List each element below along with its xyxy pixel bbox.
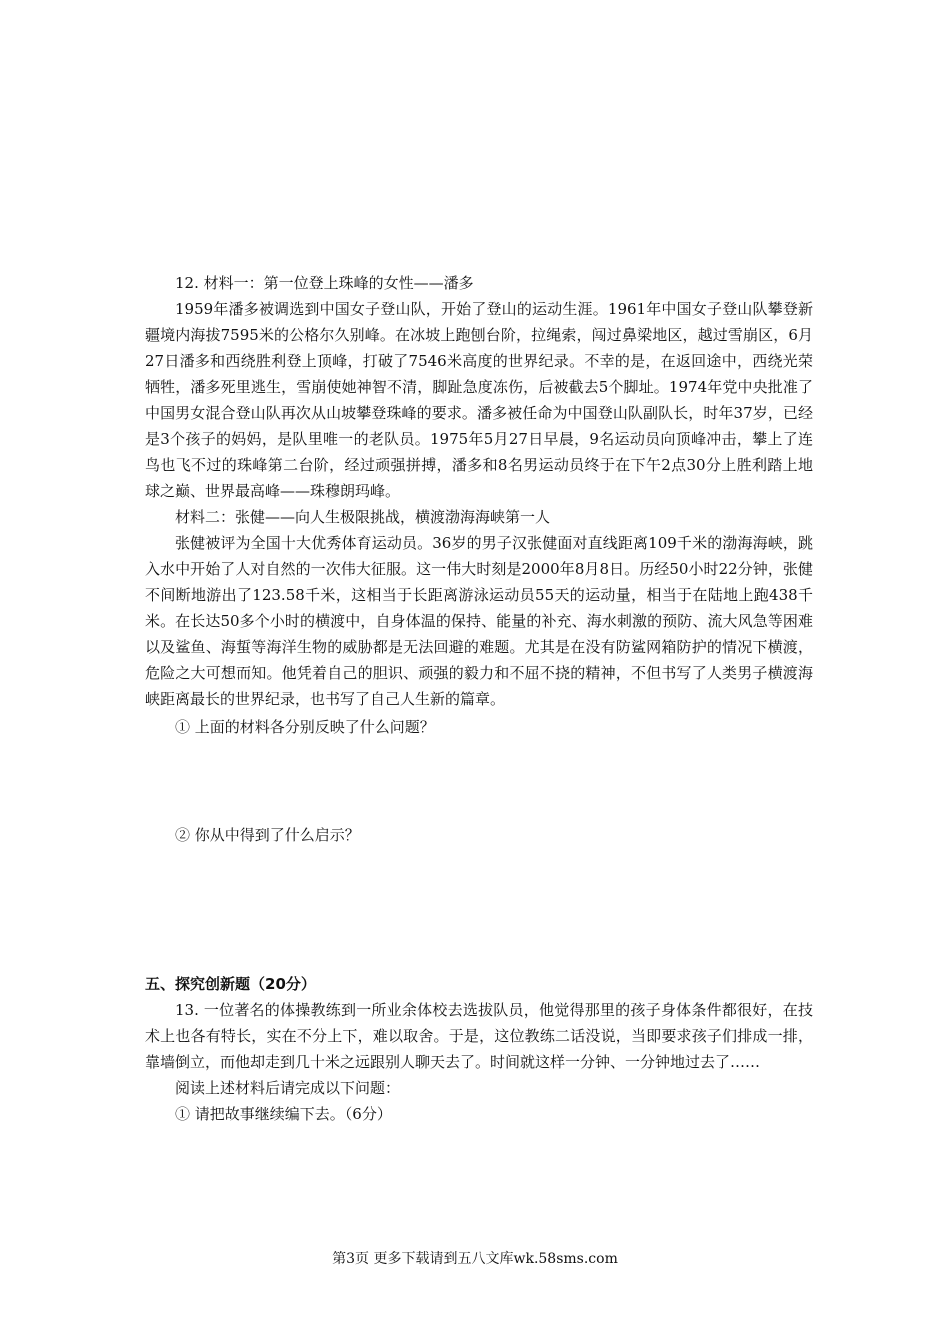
reading-instruction: 阅读上述材料后请完成以下问题：: [175, 1079, 401, 1097]
material-one-text: 1959年潘多被调选到中国女子登山队，开始了登山的运动生涯。1961年中国女子登山队攀登新疆境内海拔7595米的公格尔久别峰。在冰坡上跑刨台阶，拉绳索，闯过鼻梁地区，越过雪崩区，6月27日潘多和西绕胜利登上顶峰，打破了7546米高度的世界纪录。不幸的是，在返回途中，西绕光荣牺牲，潘多死里逃生，雪崩使她神智不清，脚趾急度冻伤，后被截去5个脚址。1974年党中央批准了中国男女混合登山队再次从山坡攀登珠峰的要求。潘多被任命为中国登山队副队长，时年37岁，已经是3个孩子的妈妈，是队里唯一的老队员。1975年5月27日早晨，9名运动员向顶峰冲击，攀上了连鸟也飞不过的珠峰第二台阶，经过顽强拼搏，潘多和8名男运动员终于在下午2点30分上胜利踏上地球之巅、世界最高峰——珠穆朗玛峰。: [145, 300, 813, 500]
question-13-text: 13. 一位著名的体操教练到一所业余体校去选拔队员，他觉得那里的孩子身体条件都很好，在技术上也各有特长，实在不分上下，难以取舍。于是，这位教练二话没说，当即要求孩子们排成一排，靠墙倒立，而他却走到几十米之远跟别人聊天去了。时间就这样一分钟、一分钟地过去了……: [145, 1001, 813, 1071]
question-12-part-1: ① 上面的材料各分别反映了什么问题？: [175, 718, 435, 736]
question-12-part-2: ② 你从中得到了什么启示？: [175, 826, 360, 844]
answer-space-1: [145, 740, 813, 822]
section-five-heading: 五、探究创新题（20分）: [145, 975, 316, 993]
page-content: [145, 270, 813, 1127]
material-one-title: 12. 材料一：第一位登上珠峰的女性——潘多: [175, 274, 474, 292]
answer-space-2: [145, 848, 813, 971]
material-two-title: 材料二：张健——向人生极限挑战，横渡渤海海峡第一人: [175, 508, 551, 526]
page-footer: 第3页 更多下载请到五八文库wk.58sms.com: [332, 1251, 618, 1267]
question-13-part-1: ① 请把故事继续编下去。（6分）: [175, 1105, 392, 1123]
material-two-text: 张健被评为全国十大优秀体育运动员。36岁的男子汉张健面对直线距离109千米的渤海海峡，跳入水中开始了人对自然的一次伟大征服。这一伟大时刻是2000年8月8日。历经50小时22分钟，张健不间断地游出了123.58千米，这相当于长距离游泳运动员55天的运动量，相当于在陆地上跑438千米。在长达50多个小时的横渡中，自身体温的保持、能量的补充、海水刺激的预防、流大风急等困难以及鲨鱼、海蜇等海洋生物的威胁都是无法回避的难题。尤其是在没有防鲨网箱防护的情况下横渡，危险之大可想而知。他凭着自己的胆识、顽强的毅力和不屈不挠的精神，不但书写了人类男子横渡海峡距离最长的世界纪录，也书写了自己人生新的篇章。: [145, 534, 813, 708]
